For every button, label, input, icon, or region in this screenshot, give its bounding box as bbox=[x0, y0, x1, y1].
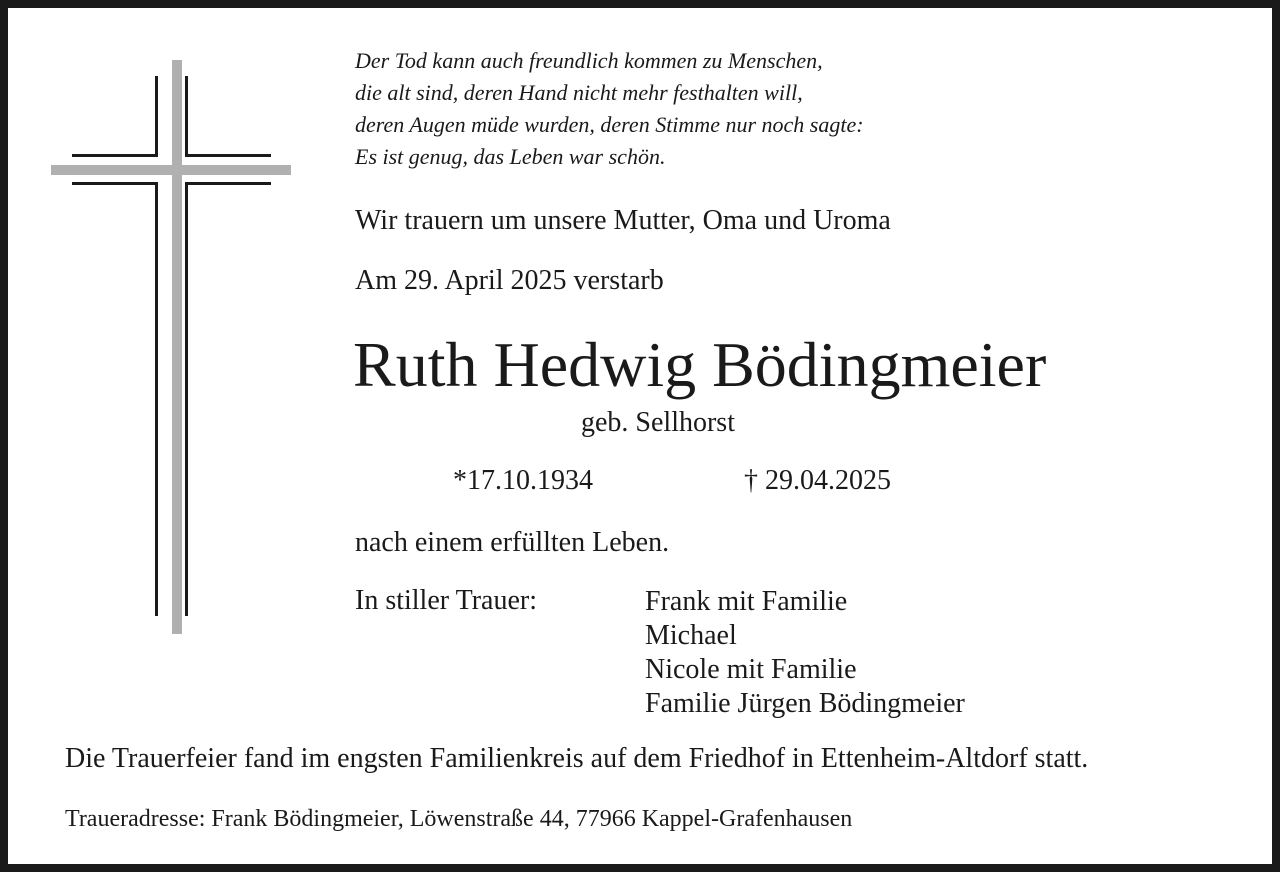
poem-line: Der Tod kann auch freundlich kommen zu Menschen, bbox=[355, 48, 823, 73]
maiden-name: geb. Sellhorst bbox=[581, 407, 735, 438]
poem-line: die alt sind, deren Hand nicht mehr festhalten will, bbox=[355, 80, 803, 105]
mourners-list bbox=[645, 585, 965, 721]
cross-icon bbox=[8, 8, 308, 648]
mourner-name: Nicole mit Familie bbox=[645, 654, 857, 685]
poem-line: Es ist genug, das Leben war schön. bbox=[355, 144, 666, 169]
mourner-name: Familie Jürgen Bödingmeier bbox=[645, 688, 965, 719]
mourning-address: Traueradresse: Frank Bödingmeier, Löwenstraße 44, 77966 Kappel-Grafenhausen bbox=[65, 806, 853, 832]
mourners-label: In stiller Trauer: bbox=[355, 585, 537, 616]
mourning-intro: Wir trauern um unsere Mutter, Oma und Uroma bbox=[355, 205, 891, 236]
death-date: † 29.04.2025 bbox=[744, 465, 891, 496]
poem bbox=[355, 45, 864, 173]
poem-line: deren Augen müde wurden, deren Stimme nur noch sagte: bbox=[355, 112, 864, 137]
birth-date: *17.10.1934 bbox=[453, 465, 593, 496]
life-line: nach einem erfüllten Leben. bbox=[355, 527, 670, 558]
death-announcement: Am 29. April 2025 verstarb bbox=[355, 265, 664, 296]
ceremony-note: Die Trauerfeier fand im engsten Familienkreis auf dem Friedhof in Ettenheim-Altdorf statt. bbox=[65, 743, 1089, 774]
mourner-name: Frank mit Familie bbox=[645, 586, 848, 617]
deceased-name: Ruth Hedwig Bödingmeier bbox=[353, 329, 1047, 400]
mourner-name: Michael bbox=[645, 620, 737, 651]
